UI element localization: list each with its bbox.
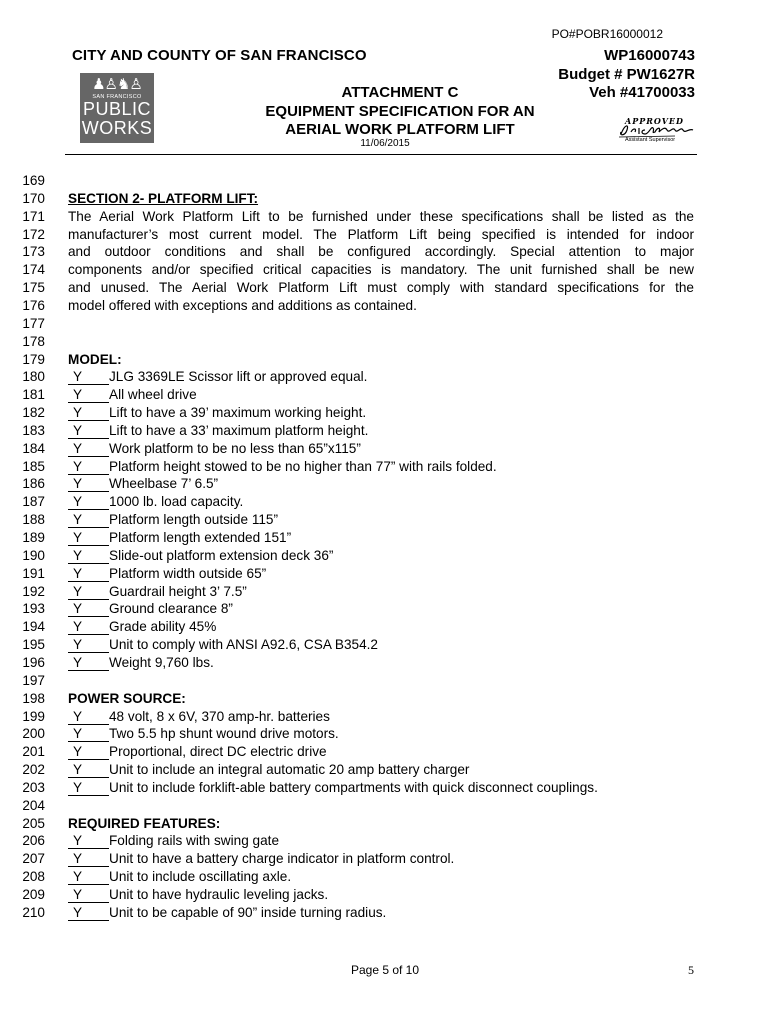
spec-item-text: Platform length extended 151” (109, 530, 292, 545)
spec-item (68, 493, 694, 511)
spec-item-text: Platform height stowed to be no higher than 77” with rails folded. (109, 458, 497, 474)
line-number: 180 (22, 369, 45, 385)
compliance-mark: Y (68, 370, 109, 385)
spec-line (0, 190, 770, 208)
spec-line (0, 868, 770, 886)
compliance-mark: Y (68, 888, 109, 903)
spec-line (0, 279, 770, 297)
spec-line (0, 815, 770, 833)
spec-line (0, 779, 770, 797)
spec-item-text: JLG 3369LE Scissor lift or approved equal. (109, 369, 368, 385)
compliance-mark: Y (68, 870, 109, 885)
public-works-logo (80, 73, 154, 143)
spec-item-text: Two 5.5 hp shunt wound drive motors. (109, 726, 339, 742)
spec-line (0, 422, 770, 440)
paragraph-line: manufacturer’s most current model. The Platform Lift being specified is intended for indoor (68, 226, 694, 242)
line-number: 177 (22, 315, 45, 331)
spec-line (0, 583, 770, 601)
spec-item (68, 761, 694, 779)
spec-line (0, 618, 770, 636)
spec-line (0, 636, 770, 654)
line-number: 196 (22, 654, 45, 670)
compliance-mark: Y (68, 424, 109, 439)
spec-line (0, 511, 770, 529)
line-number: 197 (22, 672, 45, 688)
compliance-mark: Y (68, 406, 109, 421)
line-number: 174 (22, 262, 45, 278)
spec-line (0, 690, 770, 708)
spec-item (68, 832, 694, 850)
spec-item (68, 708, 694, 726)
spec-line (0, 797, 770, 815)
compliance-mark: Y (68, 460, 109, 475)
spec-item-text: Weight 9,760 lbs. (109, 654, 214, 670)
line-number: 173 (22, 244, 45, 260)
spec-item-text: Folding rails with swing gate (109, 833, 280, 849)
line-number: 186 (22, 476, 45, 492)
approver-title: Assistant Supervisor (625, 137, 676, 143)
po-number: PO#POBR16000012 (551, 27, 663, 41)
spec-item (68, 386, 694, 404)
spec-line (0, 208, 770, 226)
spec-item (68, 458, 694, 476)
line-number: 195 (22, 637, 45, 653)
paragraph-line: The Aerial Work Platform Lift to be furnished under these specifications shall be listed as the (68, 208, 694, 224)
compliance-mark: Y (68, 906, 109, 921)
spec-line (0, 368, 770, 386)
spec-line (0, 529, 770, 547)
compliance-mark: Y (68, 495, 109, 510)
line-number: 199 (22, 708, 45, 724)
reference-ids (540, 47, 695, 103)
compliance-mark: Y (68, 852, 109, 867)
work-order-id: WP16000743 (604, 47, 695, 64)
spec-item (68, 868, 694, 886)
spec-item (68, 743, 694, 761)
spec-item (68, 422, 694, 440)
logo-line1: PUBLIC (82, 99, 152, 119)
spec-item (68, 600, 694, 618)
spec-line (0, 708, 770, 726)
spec-item-text: Unit to include an integral automatic 20 amp battery charger (109, 762, 470, 778)
spec-line (0, 654, 770, 672)
subsection-heading: MODEL: (68, 351, 122, 367)
spec-item-text: Ground clearance 8” (109, 601, 233, 617)
line-number: 202 (22, 762, 45, 778)
spec-item (68, 618, 694, 636)
spec-item (68, 547, 694, 565)
spec-item (68, 725, 694, 743)
line-number: 193 (22, 601, 45, 617)
spec-line (0, 600, 770, 618)
line-number: 169 (22, 173, 45, 188)
line-number: 179 (22, 351, 45, 367)
line-number: 210 (22, 904, 45, 920)
line-number: 194 (22, 619, 45, 635)
compliance-mark: Y (68, 585, 109, 600)
spec-item (68, 779, 694, 797)
spec-line (0, 297, 770, 315)
spec-item-text: Lift to have a 39’ maximum working height. (109, 405, 367, 421)
page-label: Page 5 of 10 (350, 963, 420, 977)
line-number: 171 (22, 208, 45, 224)
line-number: 176 (22, 297, 45, 313)
document-date: 11/06/2015 (360, 138, 410, 149)
spec-item (68, 368, 694, 386)
spec-line (0, 904, 770, 922)
header-rule (65, 154, 697, 155)
logo-small-text: SAN FRANCISCO (92, 94, 142, 100)
line-number: 189 (22, 530, 45, 545)
compliance-mark: Y (68, 620, 109, 635)
spec-item (68, 404, 694, 422)
spec-item-text: Unit to be capable of 90” inside turning radius. (109, 904, 387, 920)
line-number: 205 (22, 815, 45, 831)
logo-figures-icon: ♟♙♞♙ (92, 76, 142, 93)
spec-line (0, 261, 770, 279)
line-number: 200 (22, 726, 45, 742)
budget-id: Budget # PW1627R (558, 65, 695, 83)
spec-item-text: Platform width outside 65” (109, 565, 267, 581)
spec-item (68, 475, 694, 493)
spec-line (0, 315, 770, 333)
line-number: 190 (22, 547, 45, 563)
line-number: 185 (22, 458, 45, 474)
spec-line (0, 172, 770, 190)
title-line-1: ATTACHMENT C (341, 84, 459, 101)
line-number: 204 (22, 797, 45, 813)
compliance-mark: Y (68, 388, 109, 403)
spec-item-text: 48 volt, 8 x 6V, 370 amp-hr. batteries (109, 708, 330, 724)
spec-line (0, 404, 770, 422)
spec-item-text: Unit to comply with ANSI A92.6, CSA B354.2 (109, 637, 378, 653)
line-number: 181 (22, 387, 45, 403)
compliance-mark: Y (68, 656, 109, 671)
spec-item-text: Unit to include oscillating axle. (109, 869, 292, 885)
line-number: 203 (22, 779, 45, 795)
line-number: 175 (22, 280, 45, 296)
line-number: 192 (22, 583, 45, 599)
compliance-mark: Y (68, 477, 109, 492)
document-title (240, 84, 560, 140)
subsection-heading: REQUIRED FEATURES: (68, 815, 221, 831)
logo-line2: WORKS (81, 118, 153, 138)
paragraph-line: and outdoor conditions and shall be configured accordingly. Special attention to major (68, 244, 694, 260)
spec-item (68, 886, 694, 904)
spec-line (0, 440, 770, 458)
line-number: 206 (22, 833, 45, 849)
spec-line (0, 458, 770, 476)
spec-item (68, 850, 694, 868)
line-number: 201 (22, 744, 45, 760)
spec-item-text: 1000 lb. load capacity. (109, 494, 244, 510)
compliance-mark: Y (68, 781, 109, 796)
line-number: 172 (22, 226, 45, 242)
section-heading: SECTION 2- PLATFORM LIFT: (68, 190, 259, 206)
title-line-2: EQUIPMENT SPECIFICATION FOR AN (265, 102, 535, 120)
spec-line (0, 333, 770, 351)
spec-line (0, 243, 770, 261)
spec-line (0, 475, 770, 493)
page-number: 5 (688, 963, 694, 977)
spec-item-text: Guardrail height 3’ 7.5” (109, 583, 247, 599)
spec-line (0, 565, 770, 583)
line-number: 207 (22, 851, 45, 867)
spec-item (68, 636, 694, 654)
spec-line (0, 725, 770, 743)
compliance-mark: Y (68, 567, 109, 582)
compliance-mark: Y (68, 442, 109, 457)
spec-item (68, 511, 694, 529)
approval-stamp (615, 116, 697, 146)
spec-line (0, 761, 770, 779)
spec-item-text: Slide-out platform extension deck 36” (109, 547, 334, 563)
compliance-mark: Y (68, 710, 109, 725)
spec-line (0, 547, 770, 565)
spec-line (0, 493, 770, 511)
spec-item-text: Lift to have a 33’ maximum platform height. (109, 422, 369, 438)
spec-line (0, 743, 770, 761)
spec-item-text: Platform length outside 115” (109, 512, 279, 528)
spec-item (68, 529, 694, 547)
spec-line (0, 386, 770, 404)
spec-item-text: All wheel drive (109, 387, 197, 403)
compliance-mark: Y (68, 745, 109, 760)
spec-line (0, 850, 770, 868)
compliance-mark: Y (68, 602, 109, 617)
paragraph-line: model offered with exceptions and additions as contained. (68, 297, 417, 313)
compliance-mark: Y (68, 549, 109, 564)
spec-item (68, 583, 694, 601)
spec-line (0, 832, 770, 850)
spec-item (68, 654, 694, 672)
spec-item (68, 904, 694, 922)
line-number: 187 (22, 494, 45, 510)
approved-label: APPROVED (625, 116, 684, 126)
paragraph-line: and unused. The Aerial Work Platform Lift must comply with standard specifications for the (68, 280, 694, 296)
line-number: 198 (22, 690, 45, 706)
line-number: 170 (22, 190, 45, 206)
spec-line (0, 351, 770, 369)
line-number: 188 (22, 512, 45, 528)
compliance-mark: Y (68, 513, 109, 528)
line-number: 183 (22, 422, 45, 438)
compliance-mark: Y (68, 727, 109, 742)
spec-item-text: Unit to have a battery charge indicator in platform control. (109, 851, 455, 867)
compliance-mark: Y (68, 763, 109, 778)
spec-line (0, 672, 770, 690)
compliance-mark: Y (68, 531, 109, 546)
spec-item-text: Unit to have hydraulic leveling jacks. (109, 887, 329, 902)
spec-item (68, 440, 694, 458)
line-number: 191 (22, 565, 45, 581)
organization-name: CITY AND COUNTY OF SAN FRANCISCO (72, 47, 367, 64)
compliance-mark: Y (68, 834, 109, 849)
paragraph-line: components and/or specified critical capacities is mandatory. The unit furnished shall be new (68, 262, 694, 278)
spec-item-text: Grade ability 45% (109, 619, 217, 635)
line-number: 184 (22, 440, 45, 456)
title-line-3: AERIAL WORK PLATFORM LIFT (285, 121, 515, 138)
spec-item-text: Wheelbase 7’ 6.5” (109, 476, 219, 492)
vehicle-id: Veh #41700033 (589, 84, 695, 101)
spec-item (68, 565, 694, 583)
spec-line (0, 226, 770, 244)
line-number: 208 (22, 869, 45, 885)
subsection-heading: POWER SOURCE: (68, 690, 186, 706)
spec-item-text: Work platform to be no less than 65”x115” (109, 440, 361, 456)
line-number: 182 (22, 405, 45, 421)
line-number: 209 (22, 887, 45, 902)
spec-line (0, 886, 770, 904)
compliance-mark: Y (68, 638, 109, 653)
spec-item-text: Proportional, direct DC electric drive (109, 744, 327, 760)
spec-item-text: Unit to include forklift-able battery compartments with quick disconnect couplings. (109, 779, 598, 795)
line-number: 178 (22, 333, 45, 349)
